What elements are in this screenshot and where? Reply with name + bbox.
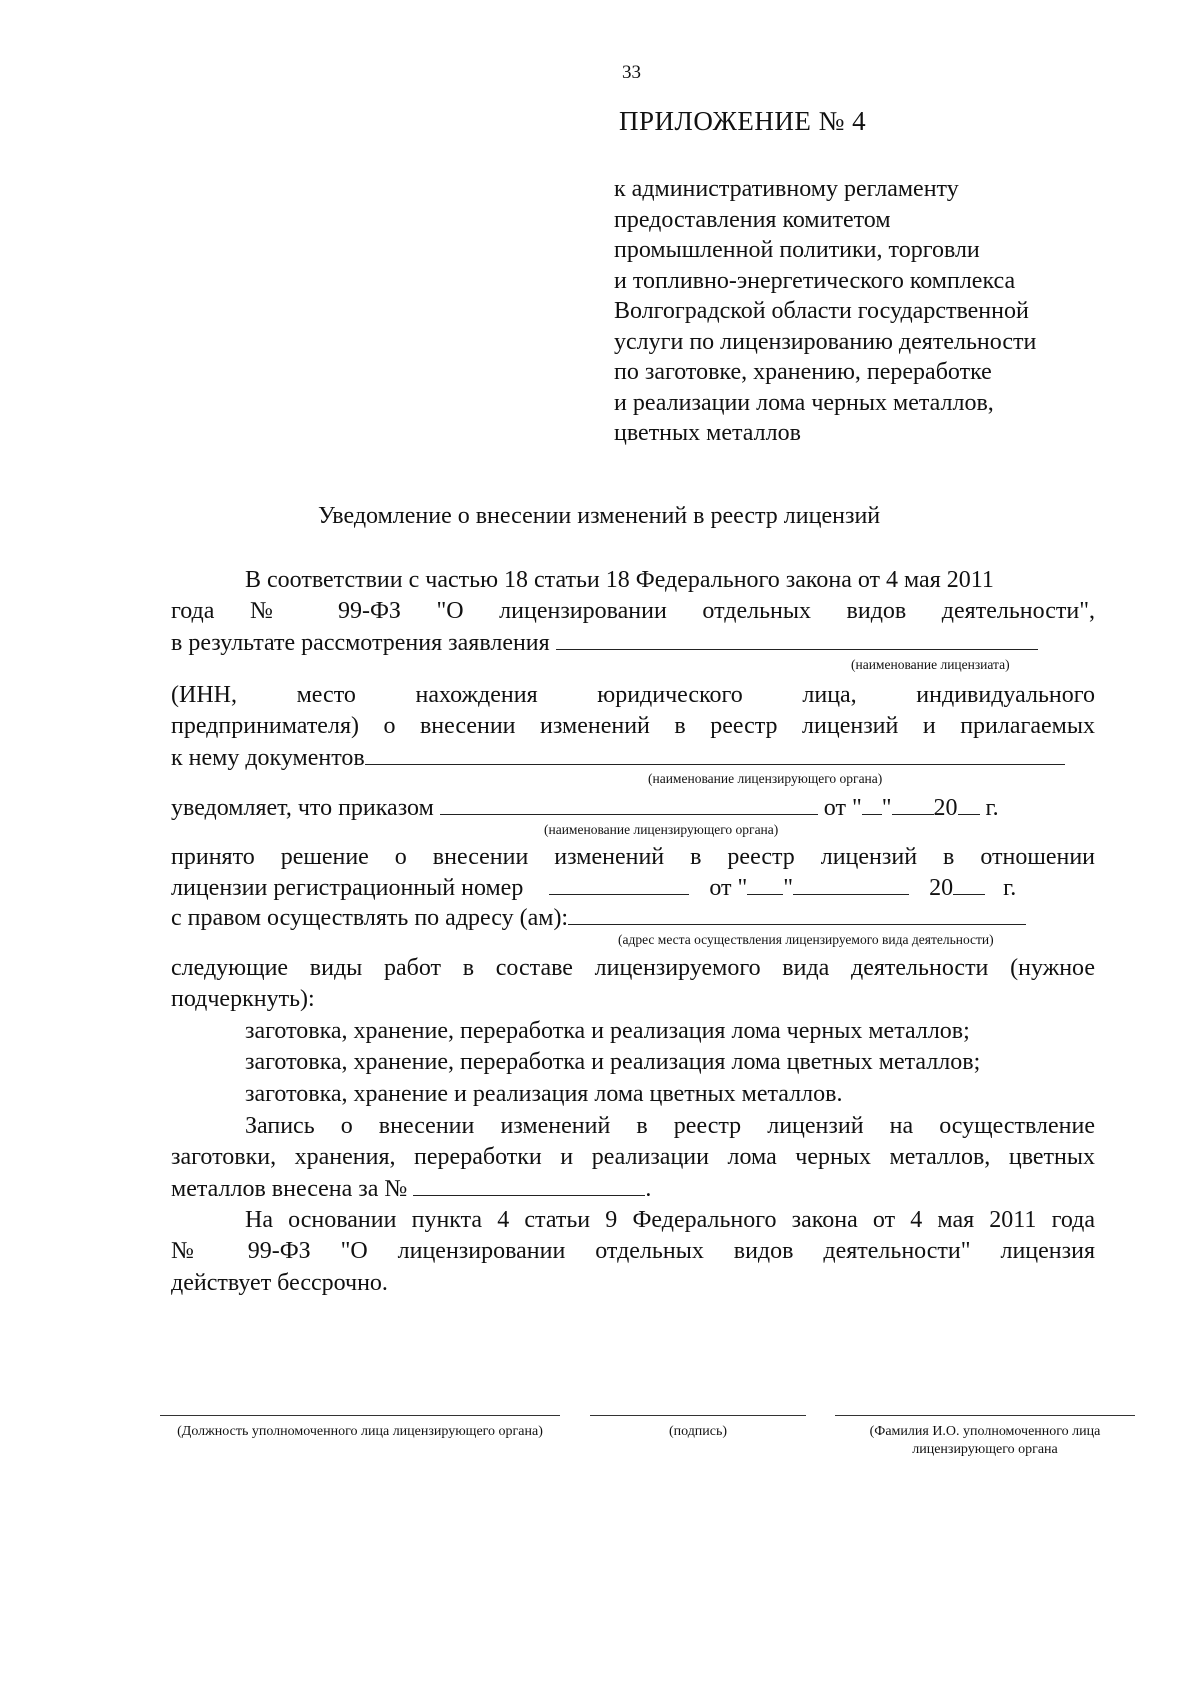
p4-from: от " [709, 875, 748, 901]
appendix-reference [614, 174, 1134, 449]
p4-line3 [171, 902, 1026, 932]
documents-blank[interactable] [365, 742, 1065, 765]
license-day-blank[interactable] [747, 872, 783, 895]
p6-period: . [645, 1176, 652, 1202]
caption-organ-2: (наименование лицензирующего органа) [544, 822, 779, 837]
p4-address-text: с правом осуществлять по адресу (ам): [171, 905, 569, 931]
appendix-title: ПРИЛОЖЕНИЕ № 4 [619, 106, 867, 136]
appendix-line: и реализации лома черных металлов, [614, 389, 994, 416]
p3-text: уведомляет, что приказом [171, 795, 434, 821]
work-type-ferrous[interactable]: заготовка, хранение, переработка и реализация лома черных металлов; [245, 1018, 970, 1044]
order-day-blank[interactable] [862, 792, 882, 815]
signature-line[interactable] [590, 1415, 806, 1416]
p3-line [171, 792, 999, 822]
order-month-blank[interactable] [892, 792, 934, 815]
licensee-name-blank[interactable] [556, 627, 1038, 650]
p5-line2: подчеркнуть): [171, 986, 315, 1012]
address-blank[interactable] [568, 902, 1026, 925]
p7-line1: На основании пункта 4 статьи 9 Федерального закона от 4 мая 2011 года [245, 1207, 1095, 1233]
p2-line3 [171, 742, 1065, 772]
p1-line3-text: в результате рассмотрения заявления [171, 630, 550, 656]
caption-signature: (подпись) [668, 1424, 728, 1439]
appendix-line: промышленной политики, торговли [614, 237, 980, 263]
p7-line3: действует бессрочно. [171, 1270, 388, 1296]
p3-year-prefix: 20 [933, 795, 958, 821]
license-number-blank[interactable] [549, 872, 689, 895]
p4-year-prefix: 20 [929, 875, 954, 901]
p4-quote: " [783, 875, 794, 901]
appendix-line: по заготовке, хранению, переработке [614, 359, 992, 385]
caption-name: (Фамилия И.О. уполномоченного лица лицензирующего органа [869, 1424, 1101, 1457]
appendix-line: услуги по лицензированию деятельности [614, 328, 1037, 355]
p1-line3 [171, 627, 1038, 657]
p4-year-suffix: г. [1003, 875, 1017, 901]
order-organ-blank[interactable] [440, 792, 818, 815]
p6-line1: Запись о внесении изменений в реестр лицензий на осуществление [245, 1113, 1095, 1139]
p2-line3-text: к нему документов [171, 745, 365, 771]
p5-line1: следующие виды работ в составе лицензируемого вида деятельности (нужное [171, 955, 1095, 981]
p6-line3 [171, 1173, 651, 1203]
p6-line2: заготовки, хранения, переработки и реализации лома черных металлов, цветных [171, 1144, 1095, 1170]
appendix-line: и топливно-энергетического комплекса [614, 267, 1016, 294]
caption-position: (Должность уполномоченного лица лицензирующего органа) [177, 1424, 543, 1439]
work-type-nonferrous-storage[interactable]: заготовка, хранение и реализация лома цветных металлов. [245, 1081, 843, 1107]
appendix-line: цветных металлов [614, 420, 801, 446]
license-month-blank[interactable] [793, 872, 909, 895]
record-number-blank[interactable] [413, 1173, 645, 1196]
p3-year-suffix: г. [985, 795, 999, 821]
p3-from: от " [823, 795, 862, 821]
p6-text: металлов внесена за № [171, 1176, 408, 1202]
appendix-line: предоставления комитетом [614, 206, 891, 233]
p4-text: лицензии регистрационный номер [171, 875, 524, 901]
caption-organ-1: (наименование лицензирующего органа) [648, 771, 883, 786]
page-number: 33 [622, 62, 641, 83]
document-heading: Уведомление о внесении изменений в реестр лицензий [318, 503, 881, 529]
p2-line2: предпринимателя) о внесении изменений в реестр лицензий и прилагаемых [171, 713, 1095, 739]
appendix-line: к административному регламенту [614, 176, 959, 202]
position-signature-line[interactable] [160, 1415, 560, 1416]
license-year-blank[interactable] [953, 872, 985, 895]
order-year-blank[interactable] [958, 792, 980, 815]
appendix-line: Волгоградской области государственной [614, 298, 1029, 324]
p4-line2 [171, 872, 1016, 902]
p1-line1: В соответствии с частью 18 статьи 18 Федерального закона от 4 мая 2011 [245, 567, 994, 593]
caption-licensee: (наименование лицензиата) [851, 657, 1010, 672]
p3-quote: " [881, 795, 892, 821]
p4-line1: принято решение о внесении изменений в реестр лицензий в отношении [171, 844, 1095, 870]
name-signature-line[interactable] [835, 1415, 1135, 1416]
work-type-nonferrous[interactable]: заготовка, хранение, переработка и реализация лома цветных металлов; [245, 1049, 981, 1075]
p2-line1: (ИНН, место нахождения юридического лица, индивидуального [171, 682, 1095, 708]
caption-address: (адрес места осуществления лицензируемого вида деятельности) [618, 932, 994, 947]
p1-line2: года № 99-ФЗ "О лицензировании отдельных видов деятельности", [171, 598, 1095, 624]
p7-line2: № 99-ФЗ "О лицензировании отдельных видов деятельности" лицензия [171, 1238, 1095, 1264]
